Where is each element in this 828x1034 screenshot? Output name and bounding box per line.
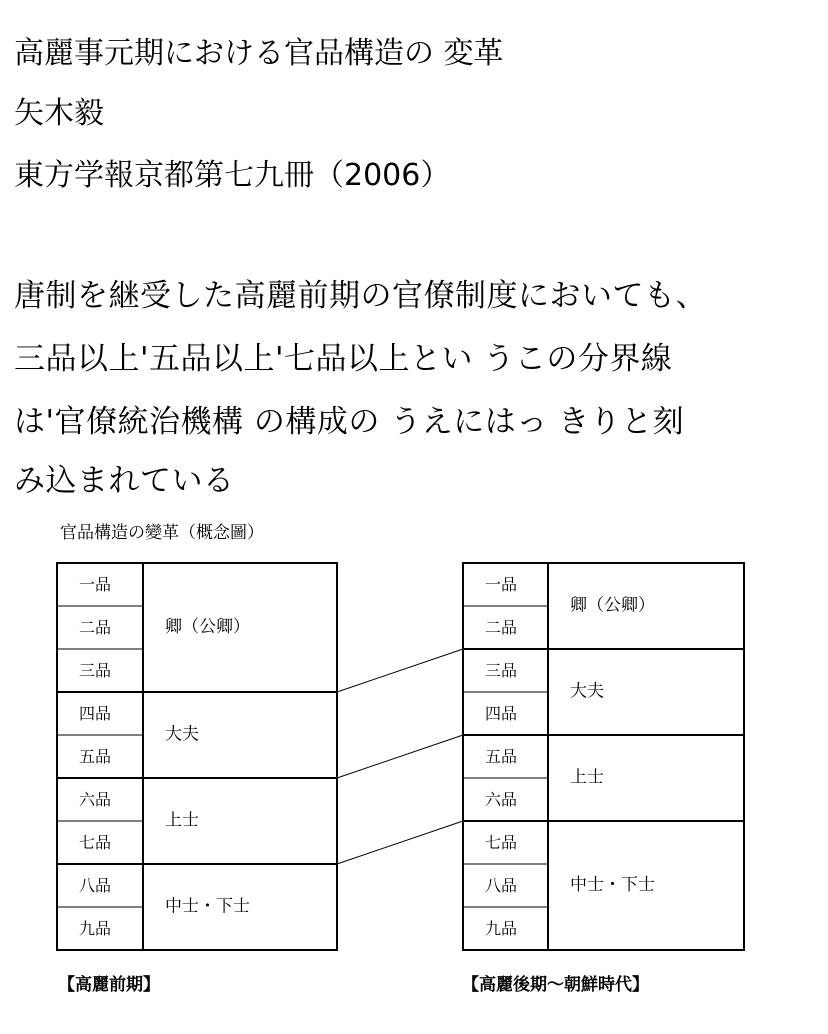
left-group-label: 上士 bbox=[165, 810, 199, 831]
left-rank-label: 六品 bbox=[79, 790, 112, 809]
right-rank-label: 七品 bbox=[485, 833, 518, 852]
left-group-label: 卿（公卿） bbox=[165, 617, 250, 637]
body-line-3: は'官僚統治機構 の構成の うえにはっ きりと刻 bbox=[14, 404, 685, 440]
document-title: 高麗事元期における官品構造の 変革 bbox=[14, 36, 504, 71]
boundary-connector-line bbox=[337, 821, 463, 864]
left-rank-label: 八品 bbox=[79, 876, 112, 895]
left-rank-label: 九品 bbox=[79, 919, 112, 938]
left-rank-label: 二品 bbox=[79, 618, 112, 637]
right-rank-label: 三品 bbox=[485, 661, 518, 680]
right-group-label: 大夫 bbox=[570, 681, 604, 702]
right-caption: 【高麗後期～朝鮮時代】 bbox=[462, 975, 649, 995]
author-name: 矢木毅 bbox=[14, 96, 104, 131]
figure-title: 官品構造の變革（概念圖） bbox=[60, 523, 264, 543]
right-group-label: 中士・下士 bbox=[570, 875, 655, 895]
boundary-connector-line bbox=[337, 649, 463, 692]
right-rank-label: 五品 bbox=[485, 747, 518, 766]
left-rank-label: 四品 bbox=[79, 704, 112, 723]
body-line-1: 唐制を継受した高麗前期の官僚制度においても、 bbox=[14, 278, 707, 314]
left-group-label: 大夫 bbox=[165, 724, 199, 745]
right-rank-label: 六品 bbox=[485, 790, 518, 809]
left-rank-label: 一品 bbox=[79, 575, 112, 594]
right-group-label: 上士 bbox=[570, 767, 604, 788]
right-group-label: 卿（公卿） bbox=[570, 595, 655, 616]
body-line-2: 三品以上'五品以上'七品以上とい うこの分界線 bbox=[14, 341, 673, 377]
left-group-label: 中士・下士 bbox=[165, 896, 250, 917]
right-rank-label: 九品 bbox=[485, 919, 518, 938]
left-caption: 【高麗前期】 bbox=[58, 975, 160, 995]
left-rank-label: 五品 bbox=[79, 747, 112, 766]
right-rank-label: 一品 bbox=[485, 575, 518, 594]
right-rank-label: 八品 bbox=[485, 876, 518, 895]
body-line-4: み込まれている bbox=[14, 463, 235, 499]
boundary-connector-line bbox=[337, 735, 463, 778]
left-rank-label: 三品 bbox=[79, 661, 112, 680]
source-citation: 東方学報京都第七九冊（2006） bbox=[14, 158, 451, 193]
left-rank-label: 七品 bbox=[79, 833, 112, 852]
right-rank-label: 四品 bbox=[485, 704, 518, 723]
right-rank-label: 二品 bbox=[485, 618, 518, 637]
